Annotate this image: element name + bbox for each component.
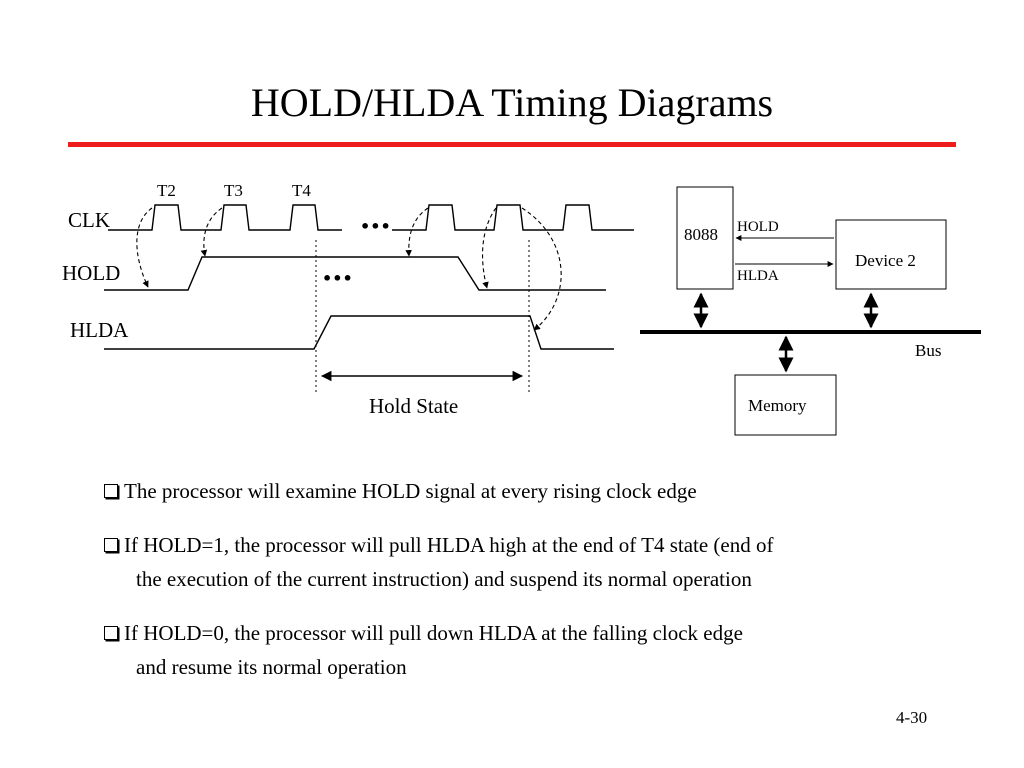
signal-label-hold: HOLD (62, 261, 121, 285)
checkbox-bullet-icon (104, 538, 118, 552)
memory-label: Memory (748, 396, 807, 415)
cpu-label: 8088 (684, 225, 718, 244)
signal-label-clk: CLK (68, 208, 110, 232)
bullet-text: The processor will examine HOLD signal at every rising clock edge (124, 479, 697, 503)
hold-waveform (104, 257, 606, 290)
clk-waveform-left (108, 205, 342, 230)
bullet-text-continued: the execution of the current instruction) and suspend its normal operation (136, 567, 752, 591)
hlda-waveform (104, 316, 614, 349)
bullet-text: If HOLD=0, the processor will pull down HLDA at the falling clock edge (124, 621, 743, 645)
state-label-t2: T2 (157, 181, 176, 200)
sample-arrow-1 (137, 208, 152, 287)
sample-arrow-4 (483, 208, 496, 288)
bullet-text-continued: and resume its normal operation (136, 655, 407, 679)
hold-line-label: HOLD (737, 219, 779, 235)
clk-waveform-right (392, 205, 634, 230)
bullet-text: If HOLD=1, the processor will pull HLDA high at the end of T4 state (end of (124, 533, 774, 557)
hold-state-label: Hold State (369, 394, 459, 418)
checkbox-bullet-icon (104, 484, 118, 498)
device-2-label: Device 2 (855, 251, 916, 270)
bullet-item (104, 528, 984, 596)
signal-label-hlda: HLDA (70, 318, 129, 342)
sample-arrow-5 (522, 208, 561, 330)
sample-arrow-3 (409, 208, 428, 256)
state-label-t4: T4 (292, 181, 311, 200)
sample-arrow-2 (204, 208, 222, 256)
hold-ellipsis: ••• (322, 269, 353, 288)
bullet-list (104, 474, 984, 704)
checkbox-bullet-icon (104, 626, 118, 640)
page-number: 4-30 (896, 708, 928, 727)
bus-label: Bus (915, 341, 942, 360)
state-label-t3: T3 (224, 181, 243, 200)
clk-ellipsis: ••• (360, 217, 391, 236)
bullet-item (104, 616, 984, 684)
bullet-item (104, 474, 984, 508)
hlda-line-label: HLDA (737, 268, 779, 284)
slide-title: HOLD/HLDA Timing Diagrams (250, 80, 774, 125)
